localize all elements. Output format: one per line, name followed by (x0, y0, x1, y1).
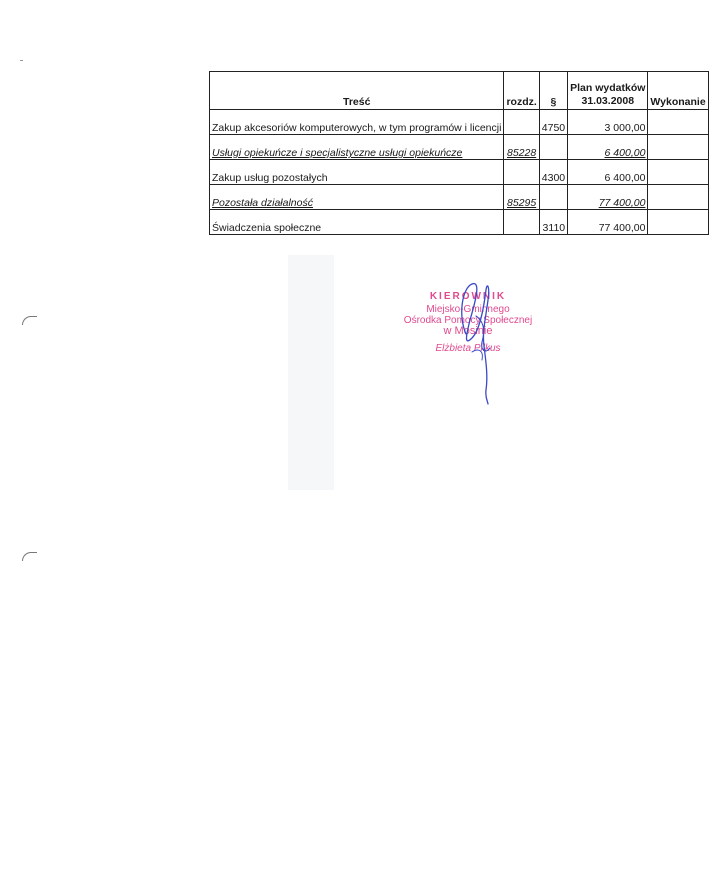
row-plan-value: 6 400,00 (568, 160, 648, 185)
row-rozdzial: 85228 (504, 135, 539, 160)
stamp-line: Ośrodka Pomocy Społecznej (403, 315, 533, 326)
row-paragraf (539, 185, 567, 210)
row-description: Usługi opiekuńcze i specjalistyczne usługi opiekuńcze (210, 135, 504, 160)
row-wykonanie (648, 110, 708, 135)
table-row (210, 210, 709, 235)
handwritten-signature (452, 276, 502, 406)
punch-hole-mark (22, 316, 37, 325)
table-header-row (210, 72, 709, 110)
row-wykonanie (648, 160, 708, 185)
row-description: Zakup akcesoriów komputerowych, w tym programów i licencji (210, 110, 504, 135)
row-wykonanie (648, 210, 708, 235)
table-row (210, 110, 709, 135)
row-paragraf (539, 135, 567, 160)
row-rozdzial (504, 110, 539, 135)
header-wykonanie: Wykonanie (648, 72, 708, 110)
stamp-name: Elżbieta Pilkus (435, 343, 501, 354)
row-paragraf: 3110 (539, 210, 567, 235)
row-plan-value: 77 400,00 (568, 185, 648, 210)
header-paragraf: § (539, 72, 567, 110)
expenditure-table (209, 71, 709, 235)
row-wykonanie (648, 135, 708, 160)
header-tresc: Treść (210, 72, 504, 110)
punch-hole-mark (22, 552, 37, 561)
row-description: Pozostała działalność (210, 185, 504, 210)
row-plan-value: 3 000,00 (568, 110, 648, 135)
header-rozdzial: rozdz. (504, 72, 539, 110)
row-rozdzial (504, 210, 539, 235)
stamp-line: w Mosinie (443, 325, 493, 337)
header-plan-date: 31.03.2008 (581, 95, 635, 107)
row-description: Zakup usług pozostałych (210, 160, 504, 185)
row-rozdzial: 85295 (504, 185, 539, 210)
row-description: Świadczenia społeczne (210, 210, 504, 235)
stamp-line: Miejsko-Gminnego (426, 304, 510, 315)
table-row (210, 185, 709, 210)
header-plan (568, 72, 648, 110)
table-row (210, 135, 709, 160)
row-paragraf: 4300 (539, 160, 567, 185)
row-plan-value: 77 400,00 (568, 210, 648, 235)
row-plan-value: 6 400,00 (568, 135, 648, 160)
row-rozdzial (504, 160, 539, 185)
row-wykonanie (648, 185, 708, 210)
header-plan-title: Plan wydatków (570, 82, 646, 94)
table-row (210, 160, 709, 185)
row-paragraf: 4750 (539, 110, 567, 135)
scan-shadow (288, 255, 334, 490)
stamp-title: KIEROWNIK (429, 291, 507, 302)
scan-speck (20, 60, 23, 61)
